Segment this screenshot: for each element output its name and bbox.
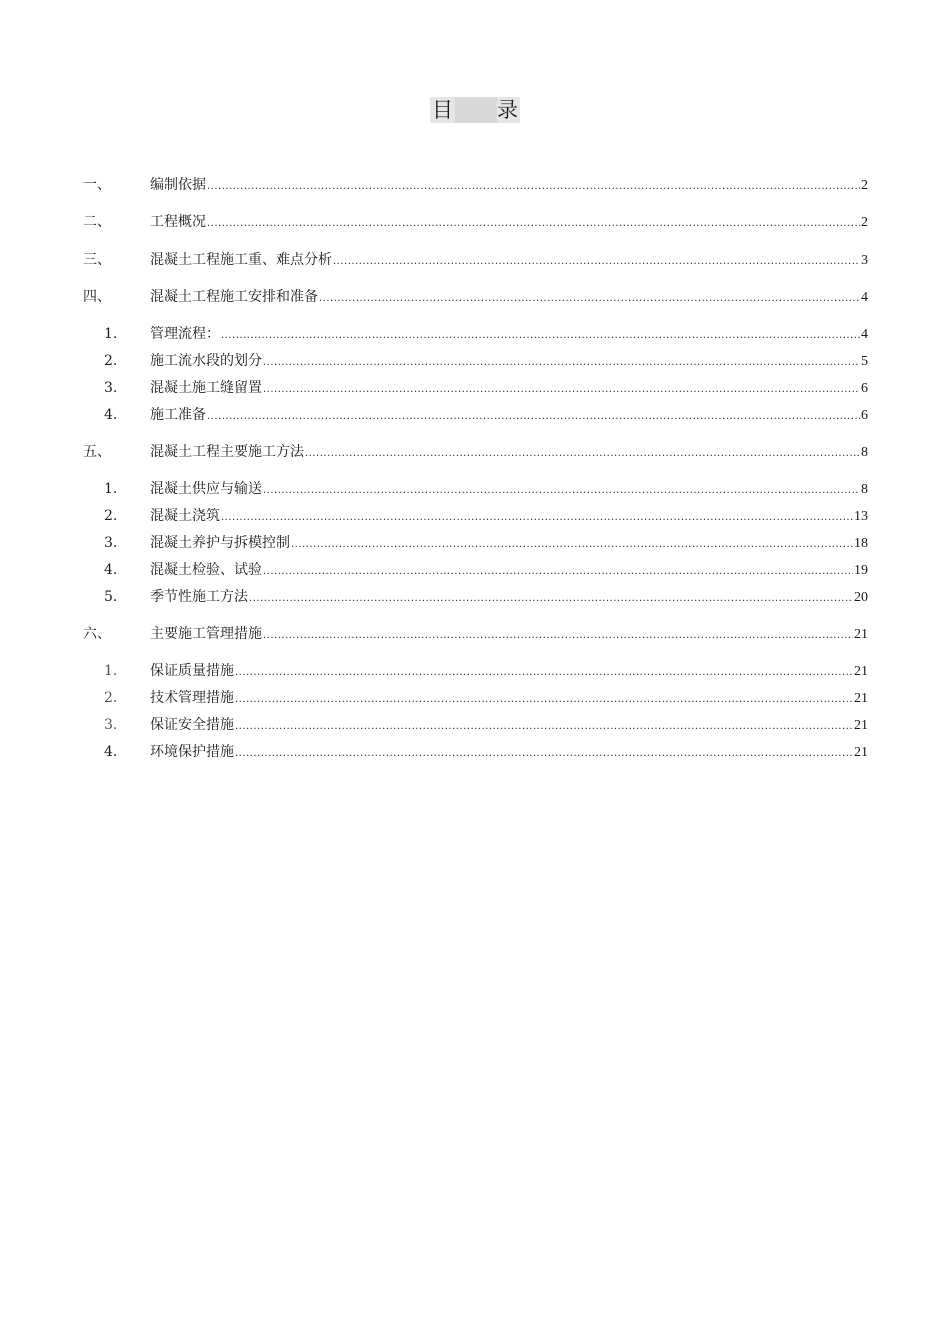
- toc-entry-page: 8: [861, 445, 868, 460]
- toc-entry-label: 保证质量措施: [150, 663, 234, 679]
- toc-entry-label: 混凝土工程主要施工方法: [150, 444, 304, 460]
- toc-entry-line: [150, 250, 868, 272]
- dot-leader: [207, 407, 860, 427]
- toc-entry-number: 4.: [104, 744, 118, 760]
- toc-entry-page: 3: [861, 253, 868, 268]
- toc-title: [430, 97, 520, 123]
- toc-entry-line: [150, 479, 868, 501]
- dot-leader: [263, 481, 860, 501]
- toc-entry-line: [150, 175, 868, 197]
- toc-entry-page: 21: [854, 718, 868, 733]
- toc-entry-5-2[interactable]: [0, 506, 950, 526]
- toc-entry-number: 3.: [104, 380, 118, 396]
- toc-entry-line: [150, 533, 868, 555]
- dot-leader: [235, 663, 853, 683]
- toc-entry-line: [150, 624, 868, 646]
- toc-entry-number: 3.: [104, 535, 118, 551]
- toc-entry-page: 21: [854, 691, 868, 706]
- toc-entry-number: 5.: [104, 589, 118, 605]
- toc-entry-label: 技术管理措施: [150, 690, 234, 706]
- toc-entry-6-1[interactable]: [0, 661, 950, 681]
- toc-entry-4-3[interactable]: [0, 378, 950, 398]
- toc-entry-page: 4: [861, 290, 868, 305]
- toc-title-char-2: 录: [497, 98, 518, 122]
- toc-entry-line: [150, 351, 868, 373]
- toc-entry-page: 2: [861, 215, 868, 230]
- dot-leader: [263, 353, 860, 373]
- toc-entry-6-2[interactable]: [0, 688, 950, 708]
- toc-entry-number: 2.: [104, 353, 118, 369]
- toc-entry-label: 保证安全措施: [150, 717, 234, 733]
- toc-entry-number: 五、: [83, 444, 111, 460]
- toc-entry-label: 混凝土供应与输送: [150, 481, 262, 497]
- toc-entry-label: 环境保护措施: [150, 744, 234, 760]
- toc-entry-number: 2.: [104, 690, 118, 706]
- toc-entry-page: 18: [854, 536, 868, 551]
- dot-leader: [207, 177, 860, 197]
- toc-entry-label: 混凝土施工缝留置: [150, 380, 262, 396]
- toc-entry-page: 13: [854, 509, 868, 524]
- toc-entry-label: 施工准备: [150, 407, 206, 423]
- toc-entry-label: 编制依据: [150, 177, 206, 193]
- toc-entry-number: 1.: [104, 481, 118, 497]
- dot-leader: [207, 214, 860, 234]
- toc-entry-line: [150, 442, 868, 464]
- toc-entry-label: 主要施工管理措施: [150, 626, 262, 642]
- toc-entry-label: 混凝土工程施工安排和准备: [150, 289, 318, 305]
- toc-entry-number: 2.: [104, 508, 118, 524]
- toc-entry-2[interactable]: [0, 212, 950, 232]
- toc-entry-line: [150, 378, 868, 400]
- toc-entry-6-3[interactable]: [0, 715, 950, 735]
- toc-entry-number: 三、: [83, 252, 111, 268]
- toc-entry-line: [150, 661, 868, 683]
- dot-leader: [221, 326, 860, 346]
- toc-entry-4[interactable]: [0, 287, 950, 307]
- toc-entry-5-4[interactable]: [0, 560, 950, 580]
- toc-entry-1[interactable]: [0, 175, 950, 195]
- dot-leader: [263, 380, 860, 400]
- toc-entry-line: [150, 587, 868, 609]
- toc-entry-page: 20: [854, 590, 868, 605]
- toc-entry-line: [150, 742, 868, 764]
- toc-entry-6-4[interactable]: [0, 742, 950, 762]
- toc-entry-label: 管理流程：: [150, 326, 220, 342]
- toc-entry-5-3[interactable]: [0, 533, 950, 553]
- toc-entry-line: [150, 688, 868, 710]
- dot-leader: [305, 444, 860, 464]
- toc-entry-number: 1.: [104, 326, 118, 342]
- toc-entry-page: 6: [861, 408, 868, 423]
- toc-entry-line: [150, 560, 868, 582]
- toc-entry-label: 施工流水段的划分: [150, 353, 262, 369]
- toc-entry-line: [150, 715, 868, 737]
- toc-entry-label: 季节性施工方法: [150, 589, 248, 605]
- toc-entry-label: 工程概况: [150, 214, 206, 230]
- dot-leader: [263, 562, 853, 582]
- toc-entry-page: 6: [861, 381, 868, 396]
- toc-entry-page: 21: [854, 745, 868, 760]
- toc-entry-number: 4.: [104, 562, 118, 578]
- toc-entry-number: 六、: [83, 626, 111, 642]
- dot-leader: [333, 252, 860, 272]
- toc-entry-4-2[interactable]: [0, 351, 950, 371]
- dot-leader: [235, 717, 853, 737]
- toc-entry-number: 4.: [104, 407, 118, 423]
- toc-entry-number: 四、: [83, 289, 111, 305]
- toc-entry-number: 二、: [83, 214, 111, 230]
- toc-entry-line: [150, 324, 868, 346]
- dot-leader: [319, 289, 860, 309]
- toc-entry-3[interactable]: [0, 250, 950, 270]
- dot-leader: [249, 589, 853, 609]
- dot-leader: [221, 508, 853, 528]
- toc-entry-line: [150, 212, 868, 234]
- toc-entry-5[interactable]: [0, 442, 950, 462]
- dot-leader: [235, 690, 853, 710]
- toc-entry-page: 2: [861, 178, 868, 193]
- toc-entry-page: 5: [861, 354, 868, 369]
- toc-entry-line: [150, 405, 868, 427]
- toc-title-char-1: 目: [432, 98, 453, 122]
- toc-entry-6[interactable]: [0, 624, 950, 644]
- toc-entry-page: 8: [861, 482, 868, 497]
- toc-entry-5-1[interactable]: [0, 479, 950, 499]
- toc-entry-number: 一、: [83, 177, 111, 193]
- toc-entry-page: 4: [861, 327, 868, 342]
- toc-entry-number: 1.: [104, 663, 118, 679]
- toc-entry-4-4[interactable]: [0, 405, 950, 425]
- toc-entry-number: 3.: [104, 717, 118, 733]
- toc-entry-label: 混凝土检验、试验: [150, 562, 262, 578]
- toc-entry-line: [150, 506, 868, 528]
- toc-entry-label: 混凝土养护与拆模控制: [150, 535, 290, 551]
- toc-entry-page: 21: [854, 627, 868, 642]
- toc-entry-5-5[interactable]: [0, 587, 950, 607]
- toc-entry-page: 21: [854, 664, 868, 679]
- title-highlight-gap: [455, 97, 497, 123]
- dot-leader: [235, 744, 853, 764]
- toc-entry-label: 混凝土工程施工重、难点分析: [150, 252, 332, 268]
- toc-entry-label: 混凝土浇筑: [150, 508, 220, 524]
- dot-leader: [291, 535, 853, 555]
- dot-leader: [263, 626, 853, 646]
- toc-entry-4-1[interactable]: [0, 324, 950, 344]
- toc-entry-line: [150, 287, 868, 309]
- toc-entry-page: 19: [854, 563, 868, 578]
